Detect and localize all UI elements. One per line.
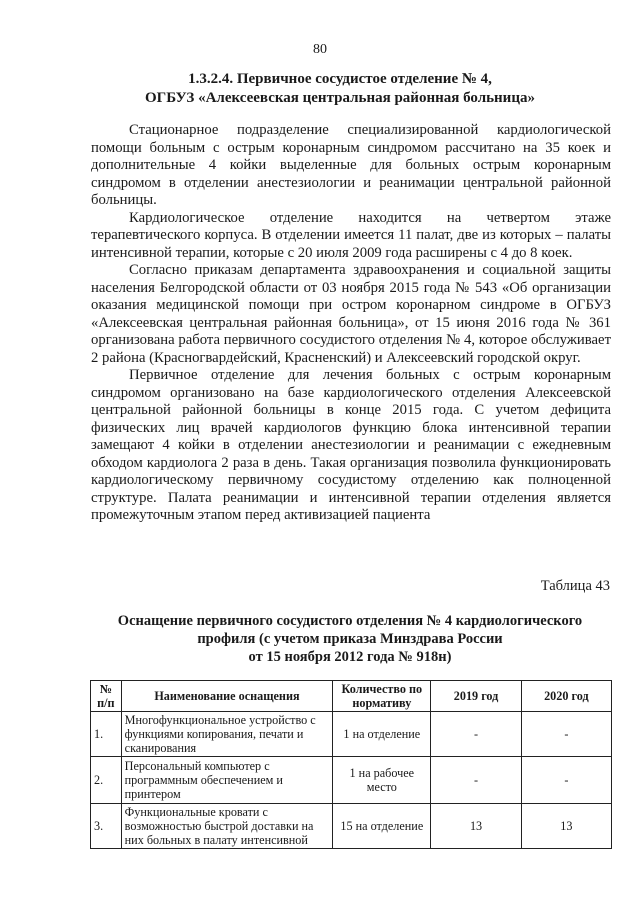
paragraph: Первичное отделение для лечения больных с острым коронарным синдромом организовано на базе кардиологического отделения Алексеевской центральной районной больницы в конце 2015 года. С учетом дефицита физических лиц врачей кардиологов функцию блока интенсивной терапии замещают 4 койки в отделении анестезиологии и реанимации с ежедневным обходом кардиолога 2 раза в день. Такая организация позволила функционировать кардиологическому первичному сосудистому отделению как полноценной структуре. Палата реанимации и интенсивной терапии отделения является промежуточным этапом перед активизацией пациента <box>91 367 611 523</box>
section-title-line-1: 1.3.2.4. Первичное сосудистое отделение № 4, <box>188 71 492 87</box>
table-label: Таблица 43 <box>540 578 610 594</box>
paragraph: Кардиологическое отделение находится на четвертом этаже терапевтического корпуса. В отделении имеется 11 палат, две из которых – палаты интенсивной терапии, которые с 20 июля 2009 года расширены с 4 до 8 коек. <box>91 209 611 261</box>
body-text <box>91 122 611 525</box>
cell-name: Персональный компьютер с программным обеспечением и принтером <box>121 757 333 804</box>
cell-num: 2. <box>91 757 122 804</box>
cell-2019: 13 <box>431 804 521 849</box>
cell-norm: 1 на рабочее место <box>333 757 431 804</box>
cell-num: 1. <box>91 712 122 757</box>
cell-2019: - <box>431 757 521 804</box>
cell-norm: 1 на отделение <box>333 712 431 757</box>
cell-name: Функциональные кровати с возможностью быстрой доставки на них больных в палату интенсивной <box>121 804 333 849</box>
cell-2020: - <box>521 757 611 804</box>
page-number: 80 <box>313 42 327 57</box>
paragraph: Стационарное подразделение специализированной кардиологической помощи больным с острым коронарным синдромом рассчитано на 35 коек и дополнительные 4 койки выделенные для больных острым коронарным синдромом в отделении анестезиологии и реанимации центральной районной больницы. <box>91 122 611 208</box>
section-title-line-2: ОГБУЗ «Алексеевская центральная районная больница» <box>145 90 535 106</box>
cell-name: Многофункциональное устройство с функциями копирования, печати и сканирования <box>121 712 333 757</box>
table-title-line-1: Оснащение первичного сосудистого отделения № 4 кардиологического <box>117 613 583 629</box>
equipment-table <box>90 680 612 849</box>
section-title <box>90 70 590 108</box>
header-name: Наименование оснащения <box>121 681 333 712</box>
cell-norm: 15 на отделение <box>333 804 431 849</box>
table-header-row <box>91 681 612 712</box>
table-title <box>90 612 610 666</box>
header-norm: Количество по нормативу <box>333 681 431 712</box>
table-row <box>91 804 612 849</box>
table-row <box>91 757 612 804</box>
header-num: № п/п <box>91 681 122 712</box>
header-2019: 2019 год <box>431 681 521 712</box>
cell-2019: - <box>431 712 521 757</box>
cell-2020: - <box>521 712 611 757</box>
table-title-line-2: профиля (с учетом приказа Минздрава России <box>197 631 503 647</box>
cell-2020: 13 <box>521 804 611 849</box>
table-row <box>91 712 612 757</box>
header-2020: 2020 год <box>521 681 611 712</box>
paragraph: Согласно приказам департамента здравоохранения и социальной защиты населения Белгородской области от 03 ноября 2015 года № 543 «Об организации оказания медицинской помощи при остром коронарном синдроме в ОГБУЗ «Алексеевская центральная районная больница», от 15 июня 2016 года № 361 организована работа первичного сосудистого отделения № 4, которое обслуживает 2 района (Красногвардейский, Красненский) и Алексеевский городской округ. <box>91 262 611 366</box>
cell-num: 3. <box>91 804 122 849</box>
table-title-line-3: от 15 ноября 2012 года № 918н) <box>248 649 452 665</box>
